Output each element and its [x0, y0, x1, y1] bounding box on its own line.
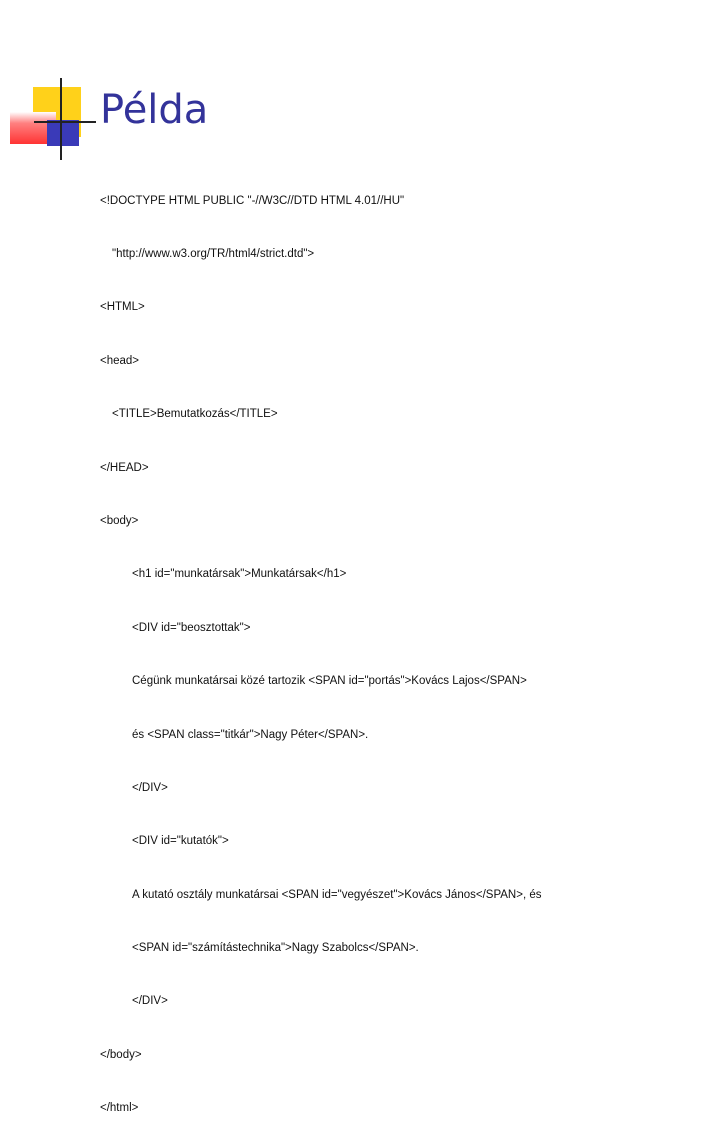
code-block	[100, 157, 700, 1136]
code-line: <!DOCTYPE HTML PUBLIC "-//W3C//DTD HTML 4.01//HU"	[100, 194, 405, 207]
code-line: és <SPAN class="titkár">Nagy Péter</SPAN>.	[132, 728, 369, 741]
vertical-line-decoration	[60, 78, 62, 160]
blue-square-decoration	[47, 120, 79, 146]
code-line: </html>	[100, 1102, 139, 1115]
code-line: </DIV>	[132, 995, 168, 1008]
code-line: </DIV>	[132, 781, 168, 794]
code-line: </body>	[100, 1048, 142, 1061]
code-line: Cégünk munkatársai közé tartozik <SPAN id="portás">Kovács Lajos</SPAN>	[132, 675, 527, 688]
code-line: <head>	[100, 354, 140, 367]
code-line: <DIV id="kutatók">	[132, 835, 229, 848]
horizontal-line-decoration	[34, 121, 96, 123]
code-line: </HEAD>	[100, 461, 149, 474]
code-line: <h1 id="munkatársak">Munkatársak</h1>	[132, 568, 347, 581]
code-line: <DIV id="beosztottak">	[132, 621, 251, 634]
code-line: <body>	[100, 514, 139, 527]
code-line: <TITLE>Bemutatkozás</TITLE>	[112, 408, 278, 421]
slide-logo-decoration	[0, 0, 100, 170]
slide-title: Példa	[100, 87, 209, 133]
code-line: <SPAN id="számítástechnika">Nagy Szabolcs</SPAN>.	[132, 942, 419, 955]
code-line: "http://www.w3.org/TR/html4/strict.dtd">	[112, 247, 315, 260]
code-line: A kutató osztály munkatársai <SPAN id="vegyészet">Kovács János</SPAN>, és	[132, 888, 542, 901]
code-line: <HTML>	[100, 301, 145, 314]
